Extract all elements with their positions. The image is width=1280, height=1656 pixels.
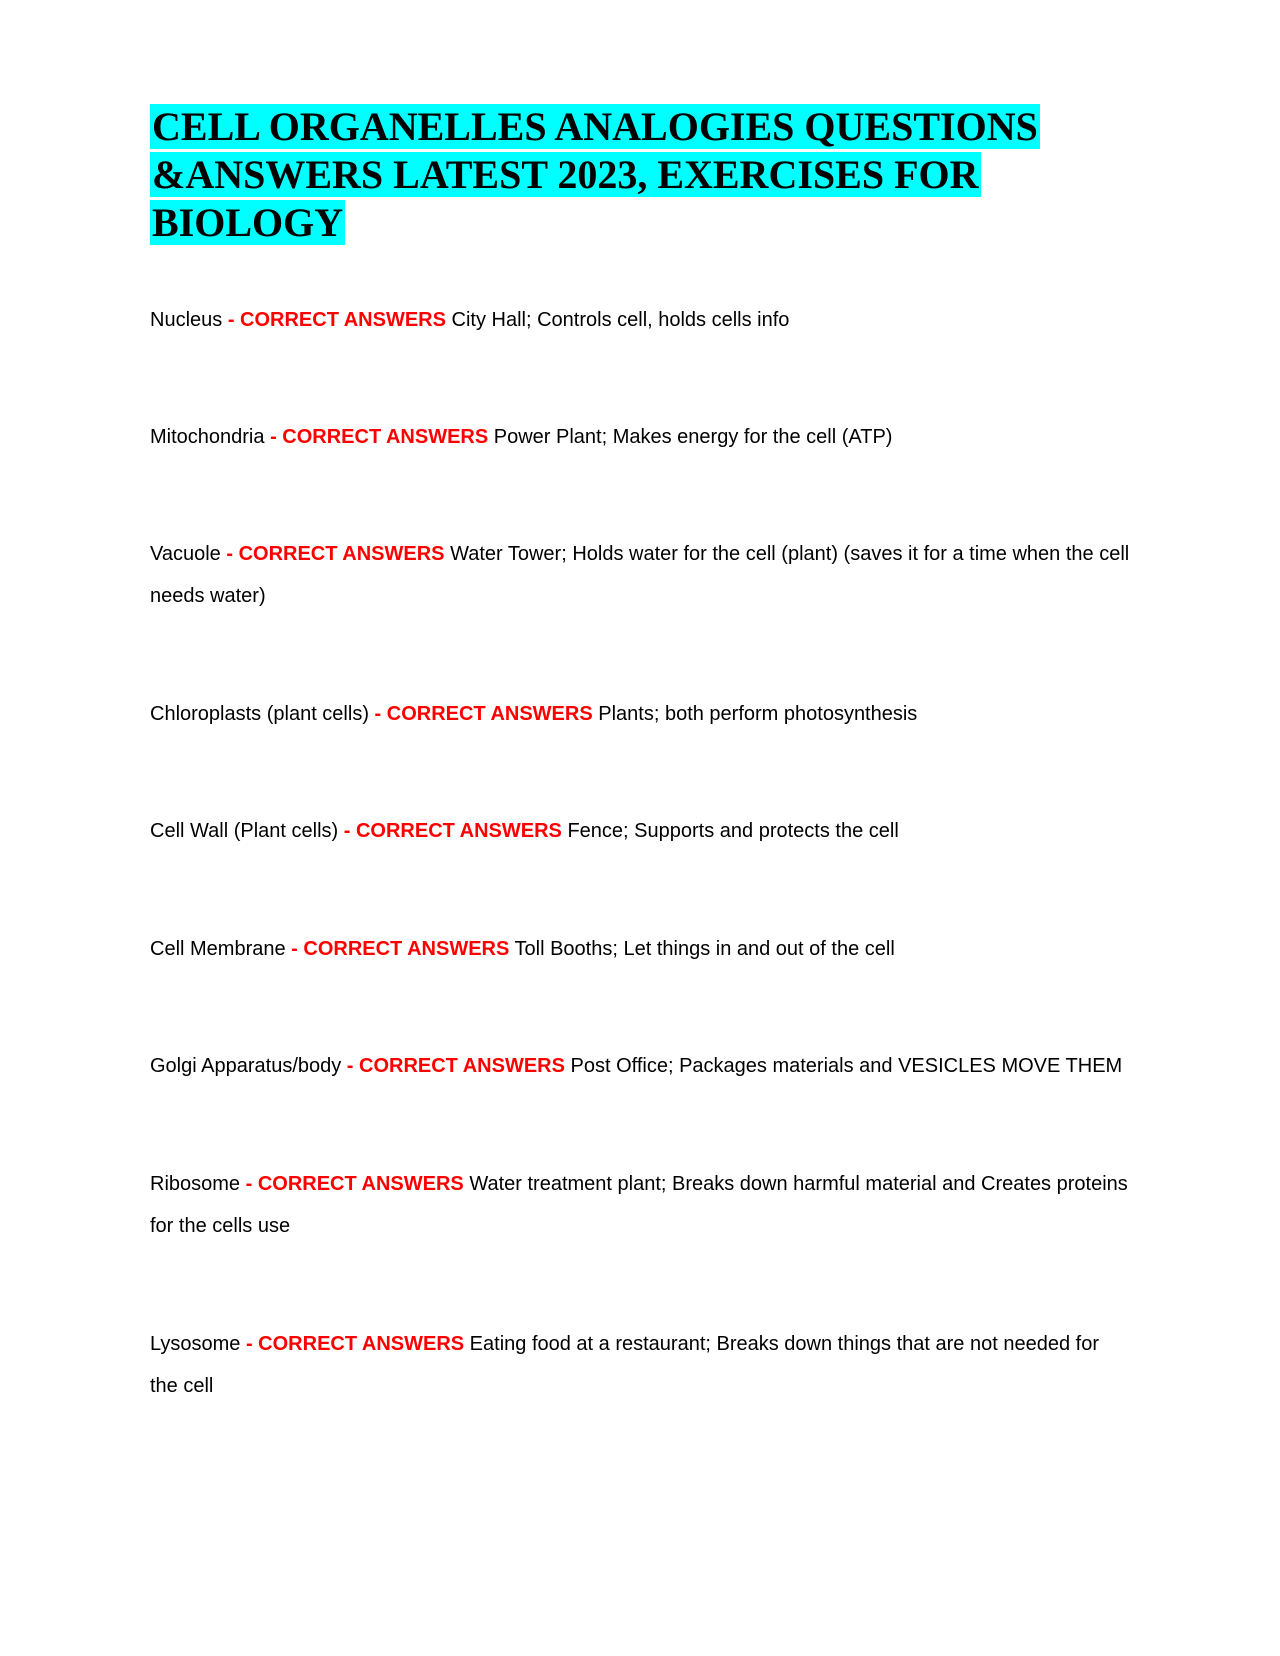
- qa-entry-cell-membrane: [150, 928, 1130, 970]
- entry-term: Ribosome: [150, 1173, 246, 1195]
- entry-answer: Post Office; Packages materials and VESICLES MOVE THEM: [564, 1055, 1123, 1077]
- document-title: [150, 103, 1150, 247]
- qa-entry-mitochondria: [150, 416, 1130, 458]
- correct-answers-marker: - CORRECT ANSWERS: [245, 1333, 465, 1355]
- entry-term: Nucleus: [150, 309, 228, 331]
- correct-answers-marker: - CORRECT ANSWERS: [227, 309, 446, 331]
- correct-answers-marker: - CORRECT ANSWERS: [245, 1173, 464, 1195]
- entry-answer: Toll Booths; Let things in and out of the cell: [509, 938, 895, 960]
- entry-answer: Fence; Supports and protects the cell: [561, 820, 899, 842]
- entry-term: Mitochondria: [150, 426, 271, 448]
- correct-answers-marker: - CORRECT ANSWERS: [291, 938, 510, 960]
- entry-term: Lysosome: [150, 1333, 246, 1355]
- entry-term: Golgi Apparatus/body: [150, 1055, 347, 1077]
- qa-entry-nucleus: [150, 299, 1130, 341]
- entry-term: Vacuole: [150, 543, 227, 565]
- entry-answer: Water treatment plant; Breaks down harmful material and Creates proteins for the cells use: [150, 1173, 1128, 1237]
- entry-answer: Eating food at a restaurant; Breaks down things that are not needed for the cell: [150, 1333, 1099, 1397]
- correct-answers-marker: - CORRECT ANSWERS: [343, 820, 562, 842]
- entry-answer: City Hall; Controls cell, holds cells info: [445, 309, 790, 331]
- qa-entry-chloroplasts: [150, 693, 1130, 735]
- entry-answer: Plants; both perform photosynthesis: [592, 703, 918, 725]
- qa-entry-golgi: [150, 1045, 1130, 1087]
- correct-answers-marker: - CORRECT ANSWERS: [346, 1055, 565, 1077]
- qa-entry-lysosome: [150, 1323, 1130, 1407]
- correct-answers-marker: - CORRECT ANSWERS: [226, 543, 445, 565]
- correct-answers-marker: - CORRECT ANSWERS: [374, 703, 593, 725]
- entry-answer: Power Plant; Makes energy for the cell (ATP): [488, 426, 893, 448]
- qa-entry-vacuole: [150, 533, 1130, 617]
- entry-term: Cell Wall (Plant cells): [150, 820, 344, 842]
- entry-term: Cell Membrane: [150, 938, 292, 960]
- entry-term: Chloroplasts (plant cells): [150, 703, 375, 725]
- qa-entry-cell-wall: [150, 810, 1130, 852]
- qa-entry-ribosome: [150, 1163, 1130, 1247]
- correct-answers-marker: - CORRECT ANSWERS: [270, 426, 489, 448]
- entry-answer: Water Tower; Holds water for the cell (plant) (saves it for a time when the cell needs water): [150, 543, 1130, 607]
- title-highlight: CELL ORGANELLES ANALOGIES QUESTIONS &ANSWERS LATEST 2023, EXERCISES FOR BIOLOGY: [152, 104, 1038, 245]
